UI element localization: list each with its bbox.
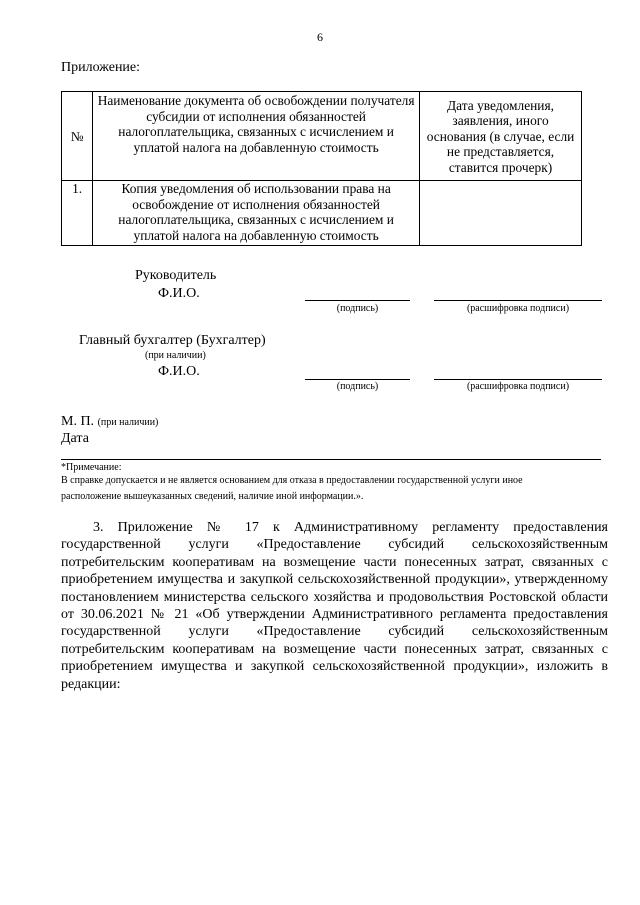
stamp-line — [61, 414, 158, 430]
page-number: 6 — [317, 30, 323, 44]
stamp-note: (при наличии) — [97, 417, 159, 428]
appendix-table — [61, 91, 582, 246]
accountant-decode-caption: (расшифровка подписи) — [466, 381, 570, 392]
date-label: Дата — [61, 431, 89, 446]
head-fio: Ф.И.О. — [158, 286, 200, 301]
amendment-paragraph: 3. Приложение № 17 к Административному регламенту предоставления государственной услуги «Предоставление субсидий сельскохозяйственным потребительским кооперативам на возмещение части понесенных затрат, связанных с приобретением имущества и закупкой сельскохозяйственной продукции», утвержденному постановлением министерства сельского хозяйства и продовольствия Ростовской области от 30.06.2021 № 21 «Об утверждении Административного регламента предоставления государственной услуги «Предоставление субсидий сельскохозяйственным потребительским кооперативам на возмещение части понесенных затрат, связанных с приобретением имущества и закупкой сельскохозяйственной продукции», изложить в редакции: — [61, 520, 608, 692]
accountant-note: (при наличии) — [145, 350, 206, 361]
footnote-divider — [61, 459, 601, 460]
head-title: Руководитель — [135, 268, 217, 283]
head-signature-caption: (подпись) — [336, 303, 379, 314]
accountant-decode-line — [434, 379, 602, 380]
footnote-line-1: В справке допускается и не является основанием для отказа в предоставлении государственной услуги иное — [61, 475, 523, 486]
accountant-signature-caption: (подпись) — [336, 381, 379, 392]
accountant-fio: Ф.И.О. — [158, 364, 200, 379]
header-notification-date: Дата уведомления, заявления, иного основания (в случае, если не представляется, ставится прочерк) — [420, 92, 582, 181]
table-header-row — [62, 92, 582, 181]
row-document-name: Копия уведомления об использовании права на освобождение от исполнения обязанностей налогоплательщика, связанных с исчислением и уплатой налога на добавленную стоимость — [93, 181, 420, 246]
row-num: 1. — [62, 181, 93, 246]
header-num: № — [62, 92, 93, 181]
row-notification-date — [420, 181, 582, 246]
footnote-line-2: расположение вышеуказанных сведений, наличие иной информации.». — [61, 491, 364, 502]
appendix-heading: Приложение: — [61, 60, 141, 75]
header-document-name: Наименование документа об освобождении получателя субсидии от исполнения обязанностей налогоплательщика, связанных с исчислением и уплатой налога на добавленную стоимость — [93, 92, 420, 181]
head-decode-caption: (расшифровка подписи) — [466, 303, 570, 314]
accountant-signature-line — [305, 379, 410, 380]
head-decode-line — [434, 300, 602, 301]
table-row — [62, 181, 582, 246]
accountant-title: Главный бухгалтер (Бухгалтер) — [79, 333, 266, 348]
stamp-label: М. П. — [61, 414, 95, 429]
footnote-label: *Примечание: — [61, 462, 122, 473]
head-signature-line — [305, 300, 410, 301]
